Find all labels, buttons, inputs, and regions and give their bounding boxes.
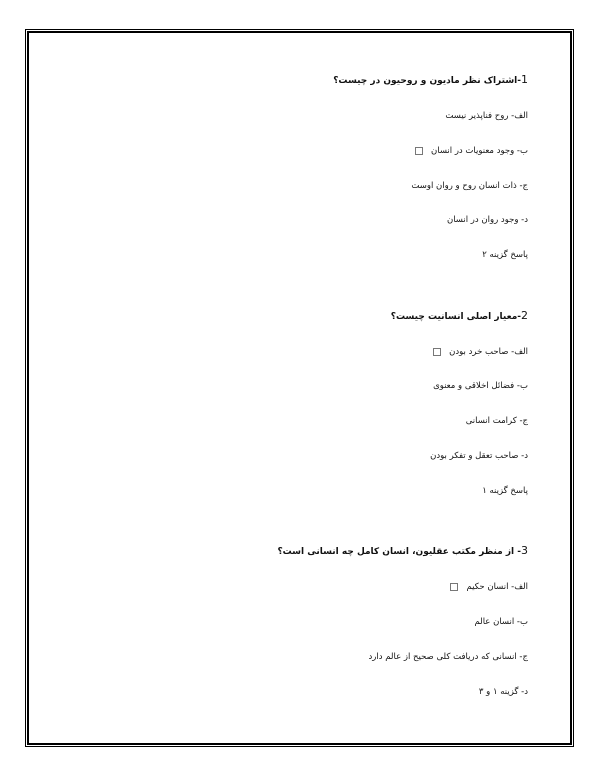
question-2-option-a [433,346,528,358]
question-3-option-b: ب- انسان عالم [474,617,528,627]
question-2-option-a-text: الف- صاحب خرد بودن [449,347,528,357]
question-1-option-c: ج- ذات انسان روح و روان اوست [411,181,528,191]
question-1-answer: پاسخ گزینه ۲ [482,250,528,260]
question-2 [391,310,528,323]
question-3-number: 3 [521,544,528,557]
question-1-option-b-text: ب- وجود معنویات در انسان [430,146,528,156]
question-3-option-a-text: الف- انسان حکیم [466,582,528,592]
checkbox-icon [433,348,441,356]
question-3 [277,545,528,558]
question-3-text: - از منظر مکتب عقلیون، انسان کامل چه انسانی است؟ [277,547,521,557]
question-1-number: 1 [521,73,528,86]
question-1-option-b [415,145,528,157]
question-2-option-d: د- صاحب تعقل و تفکر بودن [430,451,528,461]
question-2-answer: پاسخ گزینه ۱ [482,486,528,496]
question-1-option-d: د- وجود روان در انسان [446,215,528,225]
question-3-option-a [450,581,528,593]
question-1-text: -اشتراک نظر مادیون و روحیون در چیست؟ [333,76,521,86]
question-2-option-c: ج- کرامت انسانی [465,416,528,426]
question-1-option-a: الف- روح فناپذیر نیست [445,111,528,121]
checkbox-icon [415,147,423,155]
question-2-text: -معیار اصلی انسانیت چیست؟ [390,312,521,322]
question-3-option-c: ج- انسانی که دریافت کلی صحیح از عالم دارد [368,652,528,662]
question-1 [333,74,528,87]
question-3-option-d: د- گزینه ۱ و ۳ [478,687,528,697]
question-2-option-b: ب- فضائل اخلاقی و معنوی [433,381,528,391]
checkbox-icon [450,583,458,591]
question-2-number: 2 [521,309,528,322]
